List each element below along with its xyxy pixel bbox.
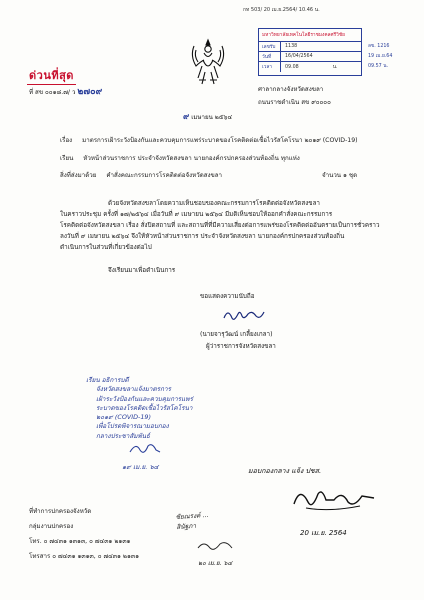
note-line-3: เฝ้าระวังป้องกันและควบคุมการแพร่ [96, 394, 193, 403]
note-date: ๑๙ เม.ย. ๖๔ [122, 463, 159, 471]
body-line-3: โรคติดต่อจังหวัดสงขลา เรื่อง สั่งปิดสถานที่ และสถานที่ที่มีความเสี่ยงต่อการแพร่ของโรคติดต่ออันตรายเป็นการชั่วคราว [60, 222, 380, 229]
note-line-1: เรียน อธิการบดี [86, 376, 129, 384]
document-number-handwritten: ๒๗๐๙ [77, 87, 103, 97]
attachment-text: คำสั่งคณะกรรมการโรคติดต่อจังหวัดสงขลา [106, 172, 223, 179]
right-date: 20 เม.ย. 2564 [300, 529, 347, 537]
subject-line [60, 137, 358, 145]
subject-text: มาตรการเฝ้าระวังป้องกันและควบคุมการแพร่ระบาดของโรคติดต่อเชื้อไวรัสโคโรนา ๒๐๑๙ (COVID-19) [82, 137, 358, 144]
attachment-label: สิ่งที่ส่งมาด้วย [60, 172, 97, 179]
note-line-7: กลางประชาสัมพันธ์ [96, 431, 150, 440]
body-line-5: ดำเนินการในส่วนที่เกี่ยวข้องต่อไป [60, 244, 152, 251]
attachment-count: จำนวน ๑ ชุด [322, 172, 358, 179]
garuda-emblem-icon [186, 36, 230, 88]
initials-line-1: ชัยณรงค์ ... [175, 510, 209, 522]
recipient-label: เรียน [60, 155, 74, 162]
received-number-value: 1138 [285, 44, 298, 49]
note-line-2: จังหวัดสงขลาแจ้งมาตรการ [96, 385, 171, 394]
body-line-1: ด้วยจังหวัดสงขลาโดยความเห็นชอบของคณะกรรมการโรคติดต่อจังหวัดสงขลา [108, 200, 320, 207]
footer-office: ที่ทำการปกครองจังหวัด [29, 508, 92, 515]
reference-stamp-line: กท 503/ 20 เม.ย.2564/ 10.46 น. [243, 7, 320, 13]
received-time-suffix: น. [332, 65, 338, 70]
received-number-label: เลขรับ [259, 42, 281, 51]
secondary-stamp-date: 19 เม.ย.64 [368, 54, 393, 60]
document-date [183, 112, 232, 123]
received-date-label: วันที่ [259, 52, 281, 61]
note-signature-icon [128, 440, 162, 458]
note-line-6: เพื่อโปรดพิจารณามอบกอง [96, 422, 169, 431]
recipient-text: หัวหน้าส่วนราชการ ประจำจังหวัดสงขลา นายกองค์กรปกครองส่วนท้องถิ่น ทุกแห่ง [83, 155, 300, 162]
received-time-label: เวลา [259, 62, 281, 72]
received-stamp [258, 28, 362, 76]
recipient-line [60, 155, 300, 163]
footer-fax: โทรสาร ๐ ๗๔๓๑ ๑๓๑๓, ๐ ๗๔๓๑ ๒๑๓๑ [29, 553, 140, 560]
footer-group: กลุ่มงานปกครอง [29, 523, 74, 530]
president-signature-icon [290, 484, 378, 514]
closing-request: จึงเรียนมาเพื่อดำเนินการ [108, 267, 176, 274]
bottom-initials-signature-icon [196, 538, 236, 554]
document-number-prefix: ที่ สข ๐๐๑๘.๗/ ว [29, 89, 76, 96]
note-line-5: ๒๐๑๙ (COVID-19) [96, 413, 151, 422]
urgency-stamp: ด่วนที่สุด [27, 66, 76, 85]
signer-name: (นายจารุวัฒน์ เกลี้ยงเกลา) [200, 331, 273, 338]
sender-address: ถนนราชดำเนิน สข ๙๐๐๐๐ [258, 99, 331, 106]
bottom-initials [175, 511, 209, 532]
document-date-rest: เมษายน ๒๕๖๔ [191, 114, 233, 121]
document-date-day: ๙ [183, 112, 190, 122]
received-stamp-header: มหาวิทยาลัยเทคโนโลยีราชมงคลศรีวิชัย [259, 29, 361, 42]
salutation: ขอแสดงความนับถือ [200, 293, 255, 300]
sender-office: ศาลากลางจังหวัดสงขลา [258, 86, 324, 93]
initials-date: ๒๐ เม.ย. ๖๔ [198, 560, 233, 567]
body-line-4: ลงวันที่ ๙ เมษายน ๒๕๖๔ จึงให้หัวหน้าส่วนราชการ ประจำจังหวัดสงขลา นายกองค์กรปกครองส่วนท้องถิ่น [60, 233, 345, 240]
footer-tel: โทร. ๐ ๗๔๓๑ ๑๓๑๓, ๐ ๗๔๓๑ ๒๑๓๑ [29, 538, 131, 545]
handwritten-note [86, 376, 193, 441]
signer-title: ผู้ว่าราชการจังหวัดสงขลา [206, 343, 276, 350]
secondary-stamp [368, 42, 392, 72]
note-line-4: ระบาดของโรคติดเชื้อไวรัสโคโรนา [96, 403, 193, 412]
secondary-stamp-time: 09.57 น. [368, 64, 389, 70]
body-line-2: ในคราวประชุม ครั้งที่ ๑๗/๒๕๖๔ เมื่อวันที่ ๙ เมษายน ๒๕๖๔ มีมติเห็นชอบให้ออกคำสั่งคณะกรรมการ [60, 211, 333, 218]
received-date-value: 16/04/2564 [285, 54, 313, 59]
document-number [29, 86, 102, 98]
governor-signature-icon [222, 306, 266, 324]
secondary-stamp-number: ลข. 1216 [368, 44, 390, 49]
subject-label: เรื่อง [60, 137, 73, 144]
right-handwritten-note: มอบกองกลาง แจ้ง ปชส. [248, 467, 322, 475]
received-time-value: 09.08 [285, 64, 299, 70]
initials-line-2: สินัฐภา [176, 521, 197, 531]
attachment-line [60, 172, 222, 180]
